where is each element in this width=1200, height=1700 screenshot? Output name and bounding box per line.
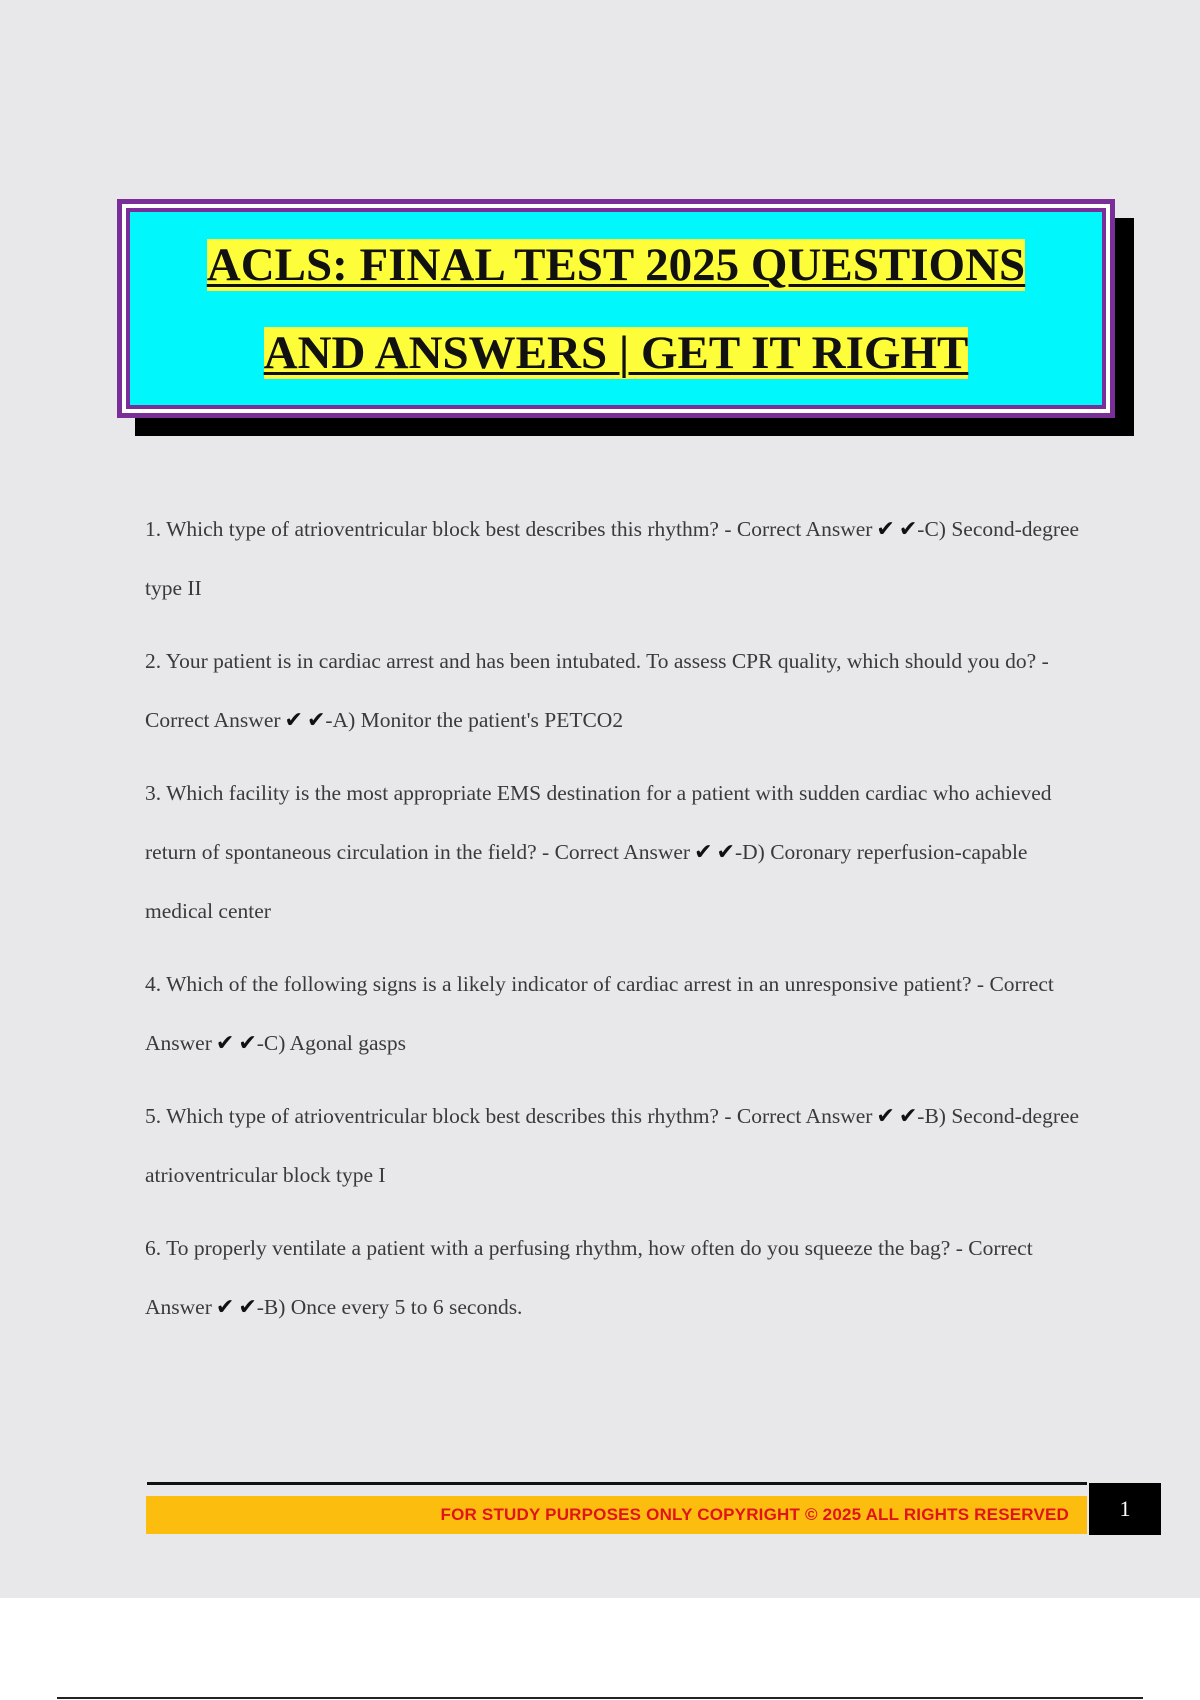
question-text: 2. Your patient is in cardiac arrest and has been intubated. To assess CPR quality, which should you do? - (145, 649, 1049, 673)
correct-answer-label: Correct Answer (145, 708, 281, 732)
question-item (145, 764, 1085, 941)
checkmark-icon: ✔ (306, 708, 326, 733)
answer-text: -B) Second-degree atrioventricular block type I (145, 1104, 1080, 1187)
question-text: 3. Which facility is the most appropriate EMS destination for a patient with sudden cardiac who achieved return of spontaneous circulation in the field? - (145, 781, 1052, 864)
question-text: 6. To properly ventilate a patient with a perfusing rhythm, how often do you squeeze the bag? - (145, 1236, 963, 1260)
correct-answer-label: Correct Answer (736, 1104, 873, 1128)
checkmark-icon: ✔ (215, 1031, 235, 1056)
title-line-2-text: AND ANSWERS | GET IT RIGHT (263, 326, 969, 379)
checkmark-icon: ✔ (238, 1031, 257, 1056)
checkmark-icon: ✔ (716, 840, 735, 865)
question-item (145, 955, 1085, 1073)
answer-text: -C) Agonal gasps (256, 1031, 407, 1055)
title-line-1-text: ACLS: FINAL TEST 2025 QUESTIONS (206, 238, 1026, 291)
correct-answer-label: Correct Answer (145, 1236, 1033, 1319)
title-line-2 (264, 309, 969, 397)
bottom-rule (57, 1697, 1143, 1699)
checkmark-icon: ✔ (898, 517, 918, 542)
checkmark-icon: ✔ (284, 708, 303, 733)
question-item (145, 1219, 1085, 1337)
question-list (145, 500, 1085, 1351)
answer-text: -C) Second-degree type II (145, 517, 1080, 600)
page-number: 1 (1089, 1483, 1161, 1535)
question-item (145, 500, 1085, 618)
checkmark-icon: ✔ (876, 517, 895, 542)
checkmark-icon: ✔ (238, 1295, 257, 1320)
question-text: 1. Which type of atrioventricular block best describes this rhythm? - (145, 517, 732, 541)
title-banner (117, 199, 1115, 418)
checkmark-icon: ✔ (215, 1295, 235, 1320)
correct-answer-label: Correct Answer (554, 840, 691, 864)
checkmark-icon: ✔ (898, 1104, 918, 1129)
question-item (145, 632, 1085, 750)
answer-text: -A) Monitor the patient's PETCO2 (325, 708, 624, 732)
question-item (145, 1087, 1085, 1205)
answer-text: -D) Coronary reperfusion-capable medical center (145, 840, 1028, 923)
correct-answer-label: Correct Answer (736, 517, 873, 541)
checkmark-icon: ✔ (876, 1104, 895, 1129)
correct-answer-label: Correct Answer (145, 972, 1054, 1055)
footer-rule (147, 1482, 1087, 1485)
title-line-1 (207, 221, 1025, 309)
answer-text: -B) Once every 5 to 6 seconds. (256, 1295, 523, 1319)
footer-bar (146, 1496, 1087, 1534)
question-text: 5. Which type of atrioventricular block best describes this rhythm? - (145, 1104, 732, 1128)
title-banner-inner (126, 208, 1106, 409)
question-text: 4. Which of the following signs is a likely indicator of cardiac arrest in an unresponsive patient? - (145, 972, 985, 996)
footer-copyright: FOR STUDY PURPOSES ONLY COPYRIGHT © 2025 ALL RIGHTS RESERVED (440, 1505, 1069, 1524)
checkmark-icon: ✔ (694, 840, 713, 865)
